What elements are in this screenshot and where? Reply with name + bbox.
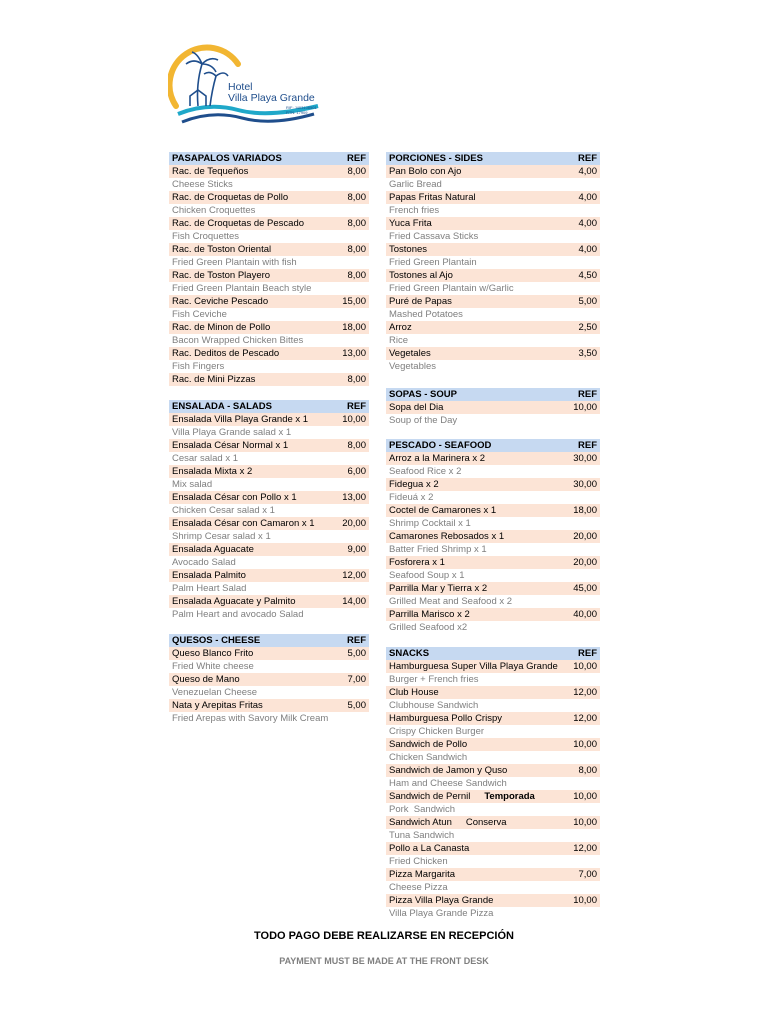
item-description bbox=[169, 478, 369, 491]
item-name-group bbox=[389, 816, 507, 829]
item-description-text: Shrimp Cesar salad x 1 bbox=[172, 531, 271, 542]
menu-item bbox=[169, 595, 369, 608]
section-pescado bbox=[386, 439, 600, 634]
ref-label: REF bbox=[578, 389, 597, 400]
ref-label: REF bbox=[578, 440, 597, 451]
item-description bbox=[169, 712, 369, 725]
item-description-text: Grilled Seafood x2 bbox=[389, 622, 468, 633]
item-description bbox=[169, 556, 369, 569]
menu-item bbox=[386, 842, 600, 855]
item-description bbox=[386, 569, 600, 582]
payment-notice-english: PAYMENT MUST BE MADE AT THE FRONT DESK bbox=[279, 956, 489, 966]
item-name: Ensalada Mixta x 2 bbox=[172, 466, 253, 477]
item-description bbox=[169, 660, 369, 673]
item-description bbox=[386, 725, 600, 738]
item-description bbox=[386, 360, 600, 373]
item-description-text: Palm Heart and avocado Salad bbox=[172, 609, 304, 620]
item-price: 4,00 bbox=[578, 166, 597, 177]
menu-item bbox=[169, 373, 369, 386]
section-header bbox=[386, 439, 600, 452]
menu-item bbox=[386, 217, 600, 230]
item-name: Hamburguesa Pollo Crispy bbox=[389, 713, 502, 724]
item-description-text: Clubhouse Sandwich bbox=[389, 700, 479, 711]
menu-item bbox=[386, 764, 600, 777]
item-price: 45,00 bbox=[573, 583, 597, 594]
item-price: 5,00 bbox=[347, 700, 366, 711]
item-description-text: Soup of the Day bbox=[389, 415, 458, 426]
item-name: Sandwich Atun bbox=[389, 817, 452, 828]
item-name: Rac. de Mini Pizzas bbox=[172, 374, 256, 385]
item-name: Vegetales bbox=[389, 348, 431, 359]
menu-item bbox=[386, 347, 600, 360]
item-price: 14,00 bbox=[342, 596, 366, 607]
item-description-text: Cheese Pizza bbox=[389, 882, 448, 893]
item-name: Ensalada Aguacate bbox=[172, 544, 254, 555]
menu-item bbox=[386, 686, 600, 699]
item-name: Fosforera x 1 bbox=[389, 557, 445, 568]
item-description-text: Fried Green Plantain with fish bbox=[172, 257, 297, 268]
menu-item bbox=[169, 647, 369, 660]
item-name: Queso Blanco Frito bbox=[172, 648, 254, 659]
section-quesos bbox=[169, 634, 369, 725]
item-name: Ensalada César Normal x 1 bbox=[172, 440, 289, 451]
item-description bbox=[386, 178, 600, 191]
item-price: 10,00 bbox=[342, 414, 366, 425]
section-title: PORCIONES - SIDES bbox=[389, 153, 483, 164]
item-price: 5,00 bbox=[347, 648, 366, 659]
item-description bbox=[386, 308, 600, 321]
item-description-text: Palm Heart Salad bbox=[172, 583, 247, 594]
item-name: Camarones Rebosados x 1 bbox=[389, 531, 505, 542]
item-price: 8,00 bbox=[347, 270, 366, 281]
section-title: SNACKS bbox=[389, 648, 430, 659]
item-description-text: Fideuá x 2 bbox=[389, 492, 434, 503]
ref-label: REF bbox=[347, 153, 366, 164]
section-header bbox=[386, 152, 600, 165]
item-price: 10,00 bbox=[573, 791, 597, 802]
item-description-text: Fried White cheese bbox=[172, 661, 254, 672]
item-description-text: Villa Playa Grande salad x 1 bbox=[172, 427, 292, 438]
item-description-text: Cheese Sticks bbox=[172, 179, 233, 190]
item-name: Rac. de Croquetas de Pescado bbox=[172, 218, 305, 229]
item-description-text: Ham and Cheese Sandwich bbox=[389, 778, 507, 789]
menu-item bbox=[386, 868, 600, 881]
payment-notice: TODO PAGO DEBE REALIZARSE EN RECEPCIÓN bbox=[254, 930, 514, 942]
item-description bbox=[386, 230, 600, 243]
item-name: Ensalada Palmito bbox=[172, 570, 246, 581]
menu-item bbox=[386, 530, 600, 543]
item-name: Rac. de Croquetas de Pollo bbox=[172, 192, 289, 203]
item-price: 4,00 bbox=[578, 192, 597, 203]
item-price: 8,00 bbox=[347, 192, 366, 203]
section-snacks bbox=[386, 647, 600, 920]
item-price: 30,00 bbox=[573, 453, 597, 464]
menu-item bbox=[169, 347, 369, 360]
menu-item bbox=[386, 582, 600, 595]
logo-small-text bbox=[286, 106, 317, 115]
item-description bbox=[386, 282, 600, 295]
section-porciones bbox=[386, 152, 600, 373]
item-name: Tostones bbox=[389, 244, 428, 255]
menu-item bbox=[386, 295, 600, 308]
item-name: Club House bbox=[389, 687, 439, 698]
item-price: 10,00 bbox=[573, 817, 597, 828]
item-description-text: Fried Green Plantain w/Garlic bbox=[389, 283, 514, 294]
item-name: Sandwich de Pollo bbox=[389, 739, 468, 750]
item-description bbox=[386, 204, 600, 217]
item-description-text: Cesar salad x 1 bbox=[172, 453, 239, 464]
item-name: Rac. de Toston Oriental bbox=[172, 244, 272, 255]
menu-item bbox=[386, 556, 600, 569]
logo-text bbox=[228, 82, 315, 104]
item-description bbox=[169, 282, 369, 295]
item-price: 4,00 bbox=[578, 244, 597, 255]
item-description-text: Mashed Potatoes bbox=[389, 309, 463, 320]
menu-item bbox=[169, 413, 369, 426]
item-price: 8,00 bbox=[347, 244, 366, 255]
item-name: Pan Bolo con Ajo bbox=[389, 166, 462, 177]
section-pasapalos bbox=[169, 152, 369, 386]
menu-item bbox=[386, 243, 600, 256]
item-description bbox=[386, 699, 600, 712]
item-price: 20,00 bbox=[573, 531, 597, 542]
item-price: 30,00 bbox=[573, 479, 597, 490]
menu-item bbox=[386, 790, 600, 803]
item-description bbox=[386, 829, 600, 842]
menu-item bbox=[386, 660, 600, 673]
item-description bbox=[386, 673, 600, 686]
menu-item bbox=[386, 165, 600, 178]
item-price: 8,00 bbox=[347, 218, 366, 229]
item-description-text: French fries bbox=[389, 205, 440, 216]
item-description bbox=[169, 426, 369, 439]
item-note: Temporada bbox=[484, 791, 535, 802]
item-price: 8,00 bbox=[347, 440, 366, 451]
item-description-text: Vegetables bbox=[389, 361, 437, 372]
item-description-text: Seafood Soup x 1 bbox=[389, 570, 465, 581]
item-name: Ensalada Villa Playa Grande x 1 bbox=[172, 414, 309, 425]
item-price: 9,00 bbox=[347, 544, 366, 555]
item-description-text: Fish Fingers bbox=[172, 361, 225, 372]
menu-item bbox=[386, 504, 600, 517]
item-price: 15,00 bbox=[342, 296, 366, 307]
menu-item bbox=[386, 816, 600, 829]
menu-item bbox=[169, 191, 369, 204]
menu-item bbox=[169, 217, 369, 230]
item-name: Pizza Margarita bbox=[389, 869, 455, 880]
section-header bbox=[169, 152, 369, 165]
menu-item bbox=[169, 543, 369, 556]
item-description-text: Chicken Croquettes bbox=[172, 205, 256, 216]
section-title: SOPAS - SOUP bbox=[389, 389, 457, 400]
item-name: Sopa del Dia bbox=[389, 402, 444, 413]
item-description-text: Fish Ceviche bbox=[172, 309, 227, 320]
item-description bbox=[386, 334, 600, 347]
menu-item bbox=[386, 321, 600, 334]
item-description-text: Tuna Sandwich bbox=[389, 830, 455, 841]
item-price: 8,00 bbox=[347, 374, 366, 385]
item-name: Parrilla Mar y Tierra x 2 bbox=[389, 583, 488, 594]
item-price: 10,00 bbox=[573, 739, 597, 750]
item-description-text: Chicken Sandwich bbox=[389, 752, 468, 763]
section-title: ENSALADA - SALADS bbox=[172, 401, 272, 412]
ref-label: REF bbox=[578, 648, 597, 659]
logo-line-name: Villa Playa Grande bbox=[228, 92, 315, 104]
item-description bbox=[386, 855, 600, 868]
menu-item bbox=[386, 478, 600, 491]
item-description bbox=[169, 608, 369, 621]
item-description bbox=[169, 452, 369, 465]
menu-item bbox=[386, 401, 600, 414]
item-description bbox=[386, 465, 600, 478]
section-header bbox=[169, 400, 369, 413]
item-description-text: Avocado Salad bbox=[172, 557, 236, 568]
item-name: Sandwich de Jamon y Quso bbox=[389, 765, 508, 776]
item-description bbox=[169, 582, 369, 595]
section-header bbox=[386, 388, 600, 401]
menu-item bbox=[169, 673, 369, 686]
item-price: 18,00 bbox=[573, 505, 597, 516]
menu-item bbox=[386, 269, 600, 282]
item-price: 40,00 bbox=[573, 609, 597, 620]
menu-item bbox=[169, 165, 369, 178]
item-description bbox=[169, 504, 369, 517]
menu-item bbox=[169, 517, 369, 530]
item-description-text: Shrimp Cocktail x 1 bbox=[389, 518, 471, 529]
item-name: Rac. de Minon de Pollo bbox=[172, 322, 271, 333]
item-price: 4,00 bbox=[578, 218, 597, 229]
menu-item bbox=[169, 569, 369, 582]
item-price: 10,00 bbox=[573, 895, 597, 906]
item-description-text: Fried Cassava Sticks bbox=[389, 231, 479, 242]
item-description bbox=[386, 595, 600, 608]
item-description-text: Bacon Wrapped Chicken Bittes bbox=[172, 335, 304, 346]
logo-rif: RIF: J403108501 bbox=[286, 105, 317, 110]
menu-item bbox=[169, 243, 369, 256]
item-price: 12,00 bbox=[573, 843, 597, 854]
item-description bbox=[169, 686, 369, 699]
item-name: Pizza Villa Playa Grande bbox=[389, 895, 494, 906]
item-price: 12,00 bbox=[573, 687, 597, 698]
item-description bbox=[169, 204, 369, 217]
item-name: Pollo a La Canasta bbox=[389, 843, 470, 854]
item-price: 7,00 bbox=[347, 674, 366, 685]
item-description bbox=[386, 907, 600, 920]
item-price: 10,00 bbox=[573, 402, 597, 413]
section-title: PASAPALOS VARIADOS bbox=[172, 153, 282, 164]
item-description-text: Venezuelan Cheese bbox=[172, 687, 258, 698]
item-description-text: Garlic Bread bbox=[389, 179, 442, 190]
item-description-text: Grilled Meat and Seafood x 2 bbox=[389, 596, 513, 607]
item-price: 3,50 bbox=[578, 348, 597, 359]
item-description-text: Mix salad bbox=[172, 479, 213, 490]
item-description bbox=[386, 517, 600, 530]
item-name: Arroz a la Marinera x 2 bbox=[389, 453, 486, 464]
menu-item bbox=[169, 321, 369, 334]
item-description bbox=[169, 178, 369, 191]
item-price: 8,00 bbox=[578, 765, 597, 776]
item-name: Arroz bbox=[389, 322, 412, 333]
item-name: Rac. de Toston Playero bbox=[172, 270, 271, 281]
item-name: Sandwich de Pernil bbox=[389, 791, 471, 802]
menu-item bbox=[386, 191, 600, 204]
item-description bbox=[169, 256, 369, 269]
item-description-text: Chicken Cesar salad x 1 bbox=[172, 505, 275, 516]
item-description-text: Fried Green Plantain bbox=[389, 257, 477, 268]
item-name: Ensalada César con Pollo x 1 bbox=[172, 492, 297, 503]
item-description-text: Burger + French fries bbox=[389, 674, 479, 685]
item-price: 8,00 bbox=[347, 166, 366, 177]
section-header bbox=[169, 634, 369, 647]
menu-item bbox=[169, 269, 369, 282]
item-price: 12,00 bbox=[342, 570, 366, 581]
menu-item bbox=[386, 738, 600, 751]
item-name: Rac. Deditos de Pescado bbox=[172, 348, 280, 359]
ref-label: REF bbox=[347, 401, 366, 412]
item-description bbox=[386, 256, 600, 269]
logo-rtn: RTN: 17909 bbox=[286, 109, 308, 115]
item-description-text: Fried Arepas with Savory Milk Cream bbox=[172, 713, 329, 724]
item-description-text: Batter Fried Shrimp x 1 bbox=[389, 544, 487, 555]
menu-item bbox=[169, 699, 369, 712]
menu-item bbox=[386, 452, 600, 465]
item-description-text: Fried Green Plantain Beach style bbox=[172, 283, 312, 294]
item-name: Tostones al Ajo bbox=[389, 270, 453, 281]
item-description bbox=[169, 230, 369, 243]
hotel-logo bbox=[168, 44, 324, 128]
menu-item bbox=[386, 608, 600, 621]
item-name-group bbox=[389, 790, 535, 803]
item-name: Parrilla Marisco x 2 bbox=[389, 609, 470, 620]
item-description-text: Seafood Rice x 2 bbox=[389, 466, 462, 477]
item-name: Fidegua x 2 bbox=[389, 479, 439, 490]
item-name: Rac. Ceviche Pescado bbox=[172, 296, 269, 307]
item-description-text: Pork Sandwich bbox=[389, 804, 456, 815]
item-name: Yuca Frita bbox=[389, 218, 432, 229]
item-description bbox=[386, 491, 600, 504]
logo-line-hotel: Hotel bbox=[228, 81, 253, 93]
item-price: 7,00 bbox=[578, 869, 597, 880]
section-title: PESCADO - SEAFOOD bbox=[389, 440, 492, 451]
menu-item bbox=[169, 465, 369, 478]
menu-item bbox=[169, 491, 369, 504]
item-name: Hamburguesa Super Villa Playa Grande bbox=[389, 661, 558, 672]
item-description bbox=[169, 308, 369, 321]
item-name: Rac. de Tequeños bbox=[172, 166, 249, 177]
item-description bbox=[169, 360, 369, 373]
item-price: 10,00 bbox=[573, 661, 597, 672]
item-description bbox=[386, 621, 600, 634]
item-price: 4,50 bbox=[578, 270, 597, 281]
menu-item bbox=[169, 439, 369, 452]
item-description bbox=[169, 530, 369, 543]
item-price: 18,00 bbox=[342, 322, 366, 333]
item-description bbox=[169, 334, 369, 347]
item-price: 12,00 bbox=[573, 713, 597, 724]
item-name: Nata y Arepitas Fritas bbox=[172, 700, 263, 711]
menu-item bbox=[169, 295, 369, 308]
item-description bbox=[386, 777, 600, 790]
item-price: 20,00 bbox=[573, 557, 597, 568]
item-price: 5,00 bbox=[578, 296, 597, 307]
item-description bbox=[386, 881, 600, 894]
item-description-text: Crispy Chicken Burger bbox=[389, 726, 485, 737]
item-name: Queso de Mano bbox=[172, 674, 240, 685]
item-description bbox=[386, 414, 600, 427]
item-price: 13,00 bbox=[342, 492, 366, 503]
item-name: Ensalada César con Camaron x 1 bbox=[172, 518, 315, 529]
item-description-text: Rice bbox=[389, 335, 409, 346]
menu-item bbox=[386, 712, 600, 725]
item-price: 6,00 bbox=[347, 466, 366, 477]
item-price: 13,00 bbox=[342, 348, 366, 359]
item-note: Conserva bbox=[465, 817, 507, 828]
section-sopas bbox=[386, 388, 600, 427]
section-header bbox=[386, 647, 600, 660]
item-name: Coctel de Camarones x 1 bbox=[389, 505, 497, 516]
section-title: QUESOS - CHEESE bbox=[172, 635, 261, 646]
item-name: Papas Fritas Natural bbox=[389, 192, 476, 203]
item-name: Puré de Papas bbox=[389, 296, 452, 307]
item-name: Ensalada Aguacate y Palmito bbox=[172, 596, 296, 607]
ref-label: REF bbox=[347, 635, 366, 646]
item-description-text: Villa Playa Grande Pizza bbox=[389, 908, 494, 919]
item-description bbox=[386, 751, 600, 764]
item-description bbox=[386, 543, 600, 556]
menu-item bbox=[386, 894, 600, 907]
item-description-text: Fried Chicken bbox=[389, 856, 448, 867]
item-price: 20,00 bbox=[342, 518, 366, 529]
item-description-text: Fish Croquettes bbox=[172, 231, 240, 242]
item-description bbox=[386, 803, 600, 816]
item-price: 2,50 bbox=[578, 322, 597, 333]
ref-label: REF bbox=[578, 153, 597, 164]
section-ensaladas bbox=[169, 400, 369, 621]
